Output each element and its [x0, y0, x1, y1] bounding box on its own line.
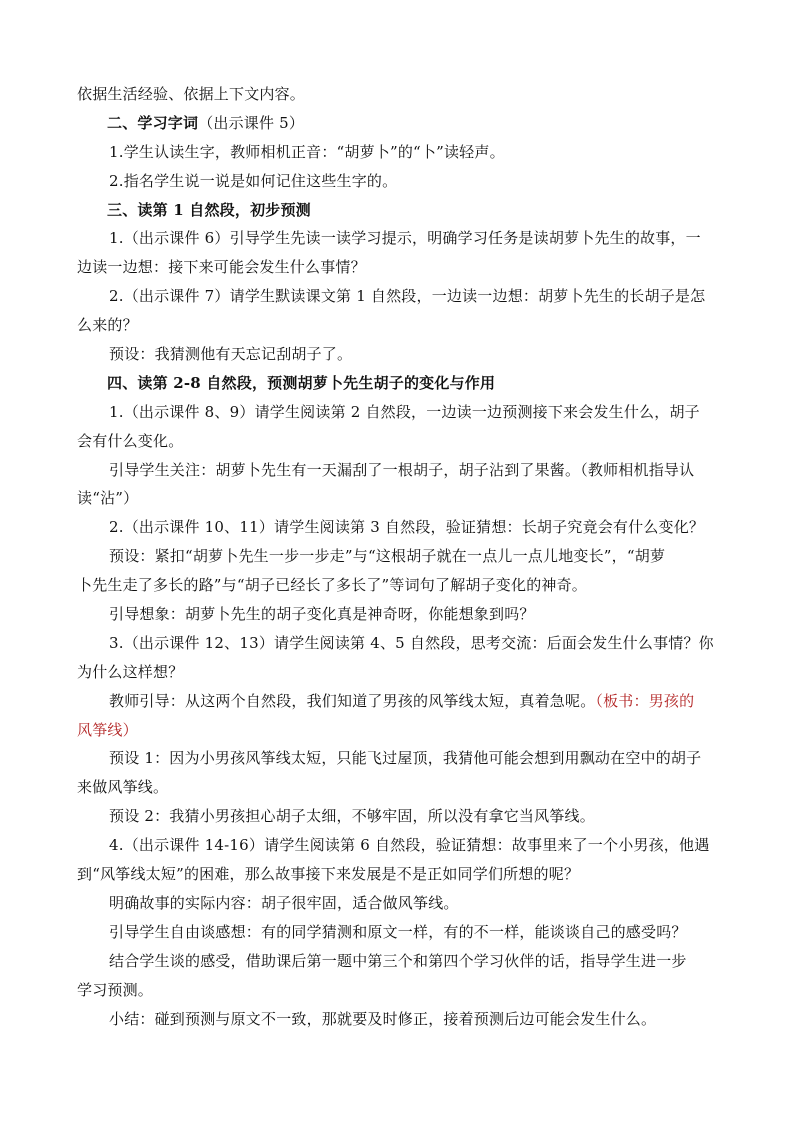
paragraph-line: [77, 687, 722, 716]
paragraph-line: 4.（出示课件 14-16）请学生阅读第 6 自然段，验证猜想：故事里来了一个小男孩，他遇: [109, 836, 710, 855]
paragraph-line: 小结：碰到预测与原文不一致，那就要及时修正，接着预测后边可能会发生什么。: [109, 1009, 657, 1028]
section-heading: 四、读第 2-8 自然段，预测胡萝卜先生胡子的变化与作用: [107, 373, 496, 392]
paragraph-line: 结合学生谈的感受，借助课后第一题中第三个和第四个学习伙伴的话，指导学生进一步: [109, 951, 687, 970]
paragraph-line: 2.（出示课件 10、11）请学生阅读第 3 自然段，验证猜想：长胡子究竟会有什么变化？: [109, 518, 705, 537]
paragraph-line: 会有什么变化。: [77, 431, 184, 450]
heading-text: 二、学习字词: [107, 113, 199, 132]
heading-note: （出示课件 5）: [198, 113, 305, 132]
paragraph-line: 预设 1：因为小男孩风筝线太短，只能飞过屋顶，我猜他可能会想到用飘动在空中的胡子: [109, 749, 702, 768]
section-heading: [77, 109, 722, 138]
paragraph-line: 2.指名学生说一说是如何记住这些生字的。: [109, 171, 398, 190]
paragraph-line: 依据生活经验、依据上下文内容。: [77, 85, 306, 103]
paragraph-line: 1.（出示课件 8、9）请学生阅读第 2 自然段，一边读一边预测接下来会发生什么，胡子: [109, 402, 700, 421]
section-heading: 三、读第 1 自然段，初步预测: [107, 200, 311, 219]
teacher-guidance-text: 教师引导：从这两个自然段，我们知道了男孩的风筝线太短，真着急呢。: [109, 691, 596, 710]
paragraph-line: 预设：紧扣“胡萝卜先生一步一步走”与“这根胡子就在一点儿一点儿地变长”，“胡萝: [109, 547, 666, 566]
paragraph-line: 明确故事的实际内容：胡子很牢固，适合做风筝线。: [109, 893, 459, 912]
blackboard-note: （板书：男孩的: [595, 691, 695, 710]
document-page: [77, 80, 722, 1033]
paragraph-line: 预设：我猜测他有天忘记刮胡子了。: [109, 345, 353, 364]
paragraph-line: 卜先生走了多长的路”与“胡子已经长了多长了”等词句了解胡子变化的神奇。: [77, 576, 588, 595]
paragraph-line: 引导学生自由谈感想：有的同学猜测和原文一样，有的不一样，能谈谈自己的感受吗？: [109, 922, 687, 941]
paragraph-line: 引导想象：胡萝卜先生的胡子变化真是神奇呀，你能想象到吗？: [109, 605, 535, 624]
paragraph-line: 读“沾”）: [77, 489, 139, 508]
paragraph-line: 2.（出示课件 7）请学生默读课文第 1 自然段，一边读一边想：胡萝卜先生的长胡子是怎: [109, 287, 706, 306]
paragraph-line: 预设 2：我猜小男孩担心胡子太细，不够牢固，所以没有拿它当风筝线。: [109, 807, 595, 826]
paragraph-line: 么来的？: [77, 316, 138, 335]
paragraph-line: 边读一边想：接下来可能会发生什么事情？: [77, 258, 366, 277]
paragraph-line: 1.学生认读生字，教师相机正音：“胡萝卜”的“卜”读轻声。: [109, 142, 505, 161]
paragraph-line: 学习预测。: [77, 980, 154, 999]
paragraph-line: 来做风筝线。: [77, 778, 169, 797]
blackboard-note: 风筝线）: [77, 720, 138, 739]
paragraph-line: 引导学生关注：胡萝卜先生有一天漏刮了一根胡子，胡子沾到了果酱。（教师相机指导认: [109, 460, 695, 479]
paragraph-line: 3.（出示课件 12、13）请学生阅读第 4、5 自然段，思考交流：后面会发生什么事情？你: [109, 633, 714, 652]
paragraph-line: 为什么这样想？: [77, 662, 184, 681]
paragraph-line: 到“风筝线太短”的困难，那么故事接下来发展是不是正如同学们所想的呢？: [77, 865, 580, 884]
paragraph-line: 1.（出示课件 6）引导学生先读一读学习提示，明确学习任务是读胡萝卜先生的故事，一: [109, 229, 701, 248]
